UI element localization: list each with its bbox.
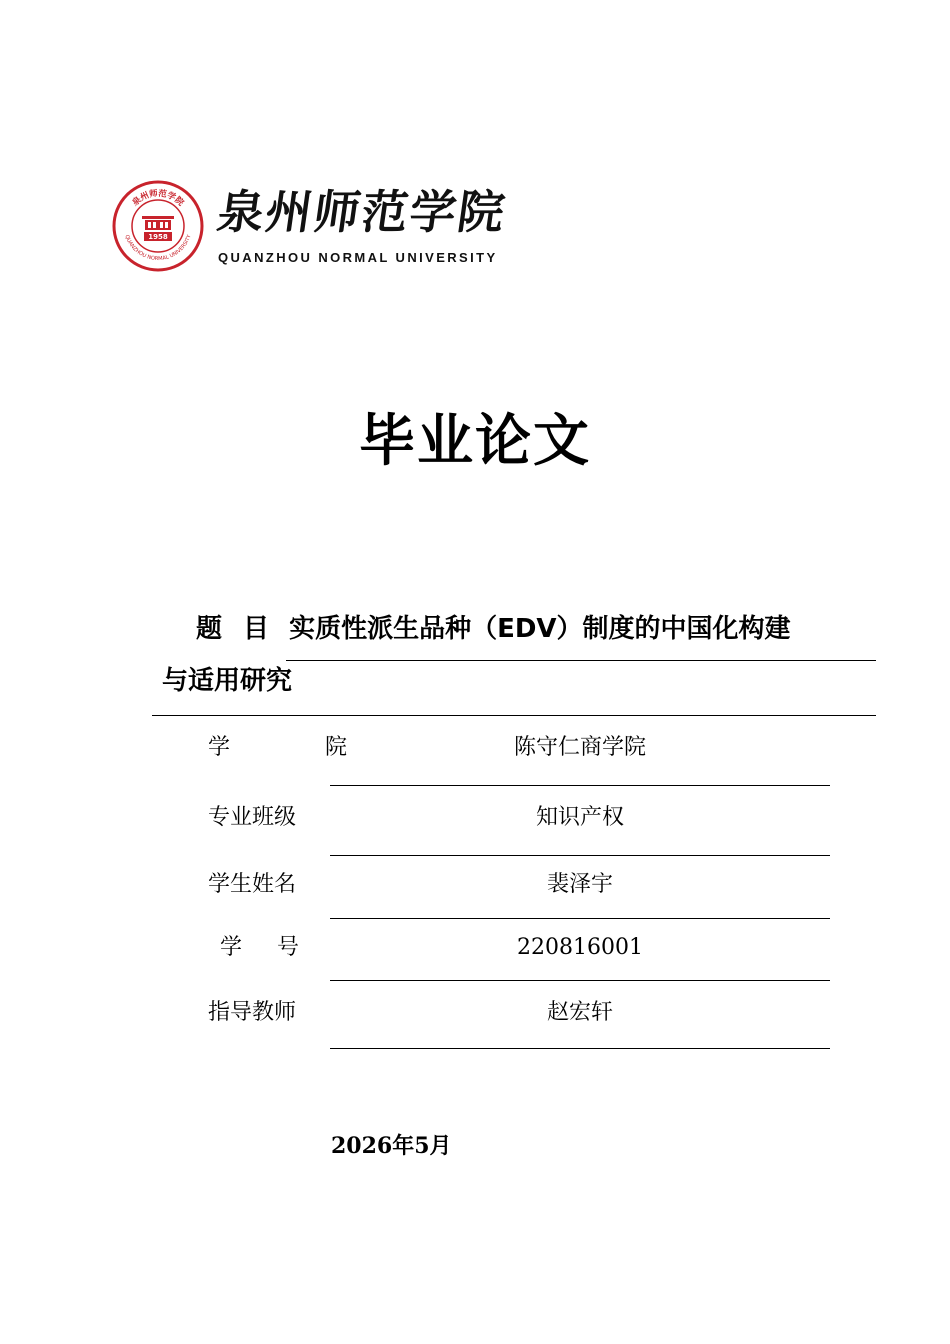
- major-class-underline: [330, 855, 830, 856]
- college-underline: [330, 785, 830, 786]
- university-name-cn: 泉州师范学院: [214, 185, 510, 239]
- student-id-value: 220816001: [517, 935, 643, 960]
- student-name-underline: [330, 918, 830, 919]
- advisor-label: 指导教师: [208, 1000, 297, 1025]
- thesis-title-line1: [196, 610, 791, 648]
- university-seal-icon: [112, 180, 204, 272]
- university-name-en: QUANZHOU NORMAL UNIVERSITY: [218, 250, 498, 265]
- submission-date: 2026年5月: [331, 1133, 452, 1159]
- student-id-underline: [330, 980, 830, 981]
- student-id-label-text: 学 号: [220, 935, 313, 960]
- thesis-title-line2: 与适用研究: [162, 666, 293, 696]
- seal-bottom-text: QUANZHOU NORMAL UNIVERSITY: [123, 234, 193, 263]
- college-value: 陈守仁商学院: [513, 735, 646, 760]
- advisor-underline: [330, 1048, 830, 1049]
- seal-year: 1958: [148, 233, 168, 241]
- document-type-heading: 毕业论文: [359, 409, 591, 474]
- seal-top-text: 泉州师范学院: [130, 188, 186, 209]
- advisor-value: 赵宏轩: [546, 1000, 613, 1025]
- svg-text:泉州师范学院: [130, 188, 186, 209]
- title-text-line1: 实质性派生品种（EDV）制度的中国化构建: [289, 614, 791, 644]
- college-label: [208, 733, 391, 763]
- student-name-value: 裴泽宇: [546, 872, 613, 897]
- college-label-text: 学 院: [208, 735, 391, 760]
- title-underline-1: [286, 660, 876, 661]
- university-logo: [112, 180, 522, 272]
- student-name-label: 学生姓名: [208, 872, 297, 897]
- student-id-label: [220, 933, 316, 963]
- title-underline-2: [152, 715, 876, 716]
- major-class-label: 专业班级: [208, 805, 297, 830]
- title-label: 题 目: [196, 614, 276, 644]
- major-class-value: 知识产权: [535, 805, 624, 830]
